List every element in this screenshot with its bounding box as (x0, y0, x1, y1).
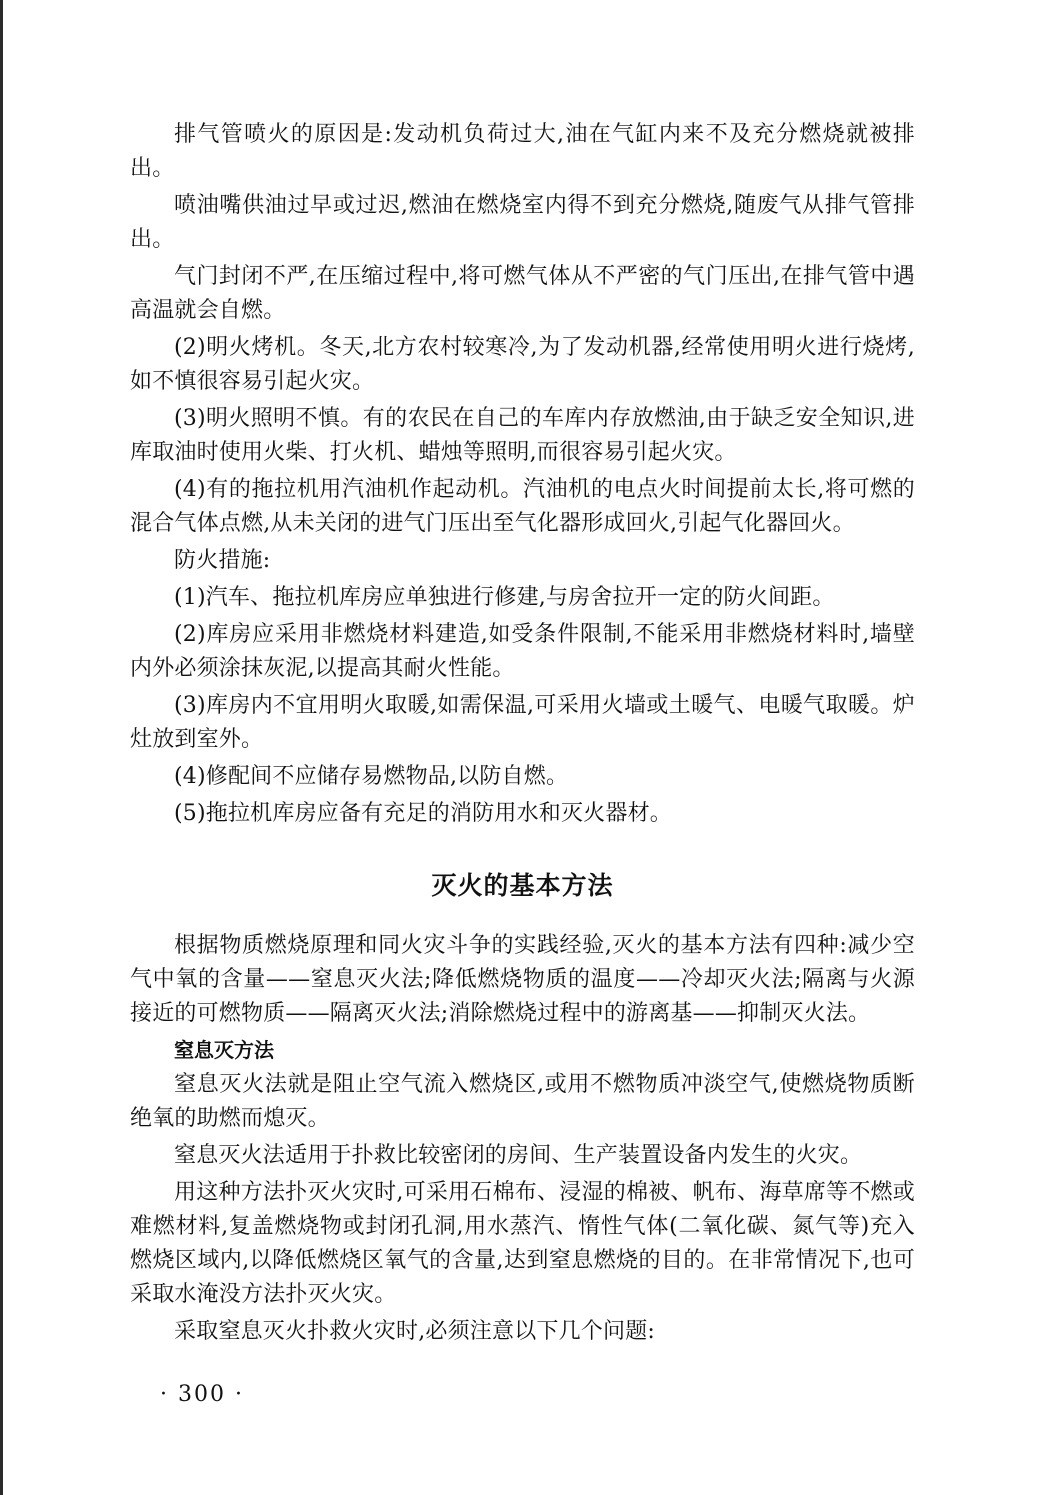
paragraph: 窒息灭火法适用于扑救比较密闭的房间、生产装置设备内发生的火灾。 (174, 1143, 863, 1168)
page-number: · 300 · (160, 1382, 244, 1407)
section-title: 灭火的基本方法 (431, 871, 614, 900)
document-page (130, 118, 915, 1352)
paragraph: 气门封闭不严,在压缩过程中,将可燃气体从不严密的气门压出,在排气管中遇高温就会自燃。 (130, 264, 915, 323)
section-intro: 根据物质燃烧原理和同火灾斗争的实践经验,灭火的基本方法有四种:减少空气中氧的含量——窒息灭火法;降低燃烧物质的温度——冷却灭火法;隔离与火源接近的可燃物质——隔离灭火法;消除燃烧过程中的游离基——抑制灭火法。 (130, 933, 915, 1026)
paragraph: 窒息灭火法就是阻止空气流入燃烧区,或用不燃物质冲淡空气,使燃烧物质断绝氧的助燃而熄灭。 (130, 1072, 915, 1131)
paragraph: 用这种方法扑灭火灾时,可采用石棉布、浸湿的棉被、帆布、海草席等不燃或难燃材料,复盖燃烧物或封闭孔洞,用水蒸汽、惰性气体(二氧化碳、氮气等)充入燃烧区域内,以降低燃烧区氧气的含量,达到窒息燃烧的目的。在非常情况下,也可采取水淹没方法扑灭火灾。 (130, 1180, 915, 1307)
paragraph: (4)有的拖拉机用汽油机作起动机。汽油机的电点火时间提前太长,将可燃的混合气体点燃,从未关闭的进气门压出至气化器形成回火,引起气化器回火。 (130, 477, 915, 536)
paragraph: (2)明火烤机。冬天,北方农村较寒冷,为了发动机器,经常使用明火进行烧烤,如不慎很容易引起火灾。 (130, 335, 915, 394)
paragraph: 采取窒息灭火扑救火灾时,必须注意以下几个问题: (174, 1319, 656, 1344)
paragraph: 防火措施: (174, 548, 271, 573)
paragraph: 喷油嘴供油过早或过迟,燃油在燃烧室内得不到充分燃烧,随废气从排气管排出。 (130, 193, 915, 252)
paragraph: (2)库房应采用非燃烧材料建造,如受条件限制,不能采用非燃烧材料时,墙壁内外必须涂抹灰泥,以提高其耐火性能。 (130, 622, 915, 681)
paragraph: (4)修配间不应储存易燃物品,以防自燃。 (174, 764, 569, 789)
paragraph: 排气管喷火的原因是:发动机负荷过大,油在气缸内来不及充分燃烧就被排出。 (130, 122, 915, 181)
paragraph: (5)拖拉机库房应备有充足的消防用水和灭火器材。 (174, 801, 672, 826)
page-edge-line (0, 0, 3, 1495)
paragraph: (3)库房内不宜用明火取暖,如需保温,可采用火墙或土暖气、电暖气取暖。炉灶放到室外。 (130, 693, 915, 752)
paragraph: (3)明火照明不慎。有的农民在自己的车库内存放燃油,由于缺乏安全知识,进库取油时使用火柴、打火机、蜡烛等照明,而很容易引起火灾。 (130, 406, 915, 465)
paragraph: (1)汽车、拖拉机库房应单独进行修建,与房舍拉开一定的防火间距。 (174, 585, 835, 610)
subsection-title: 窒息灭方法 (174, 1038, 274, 1062)
